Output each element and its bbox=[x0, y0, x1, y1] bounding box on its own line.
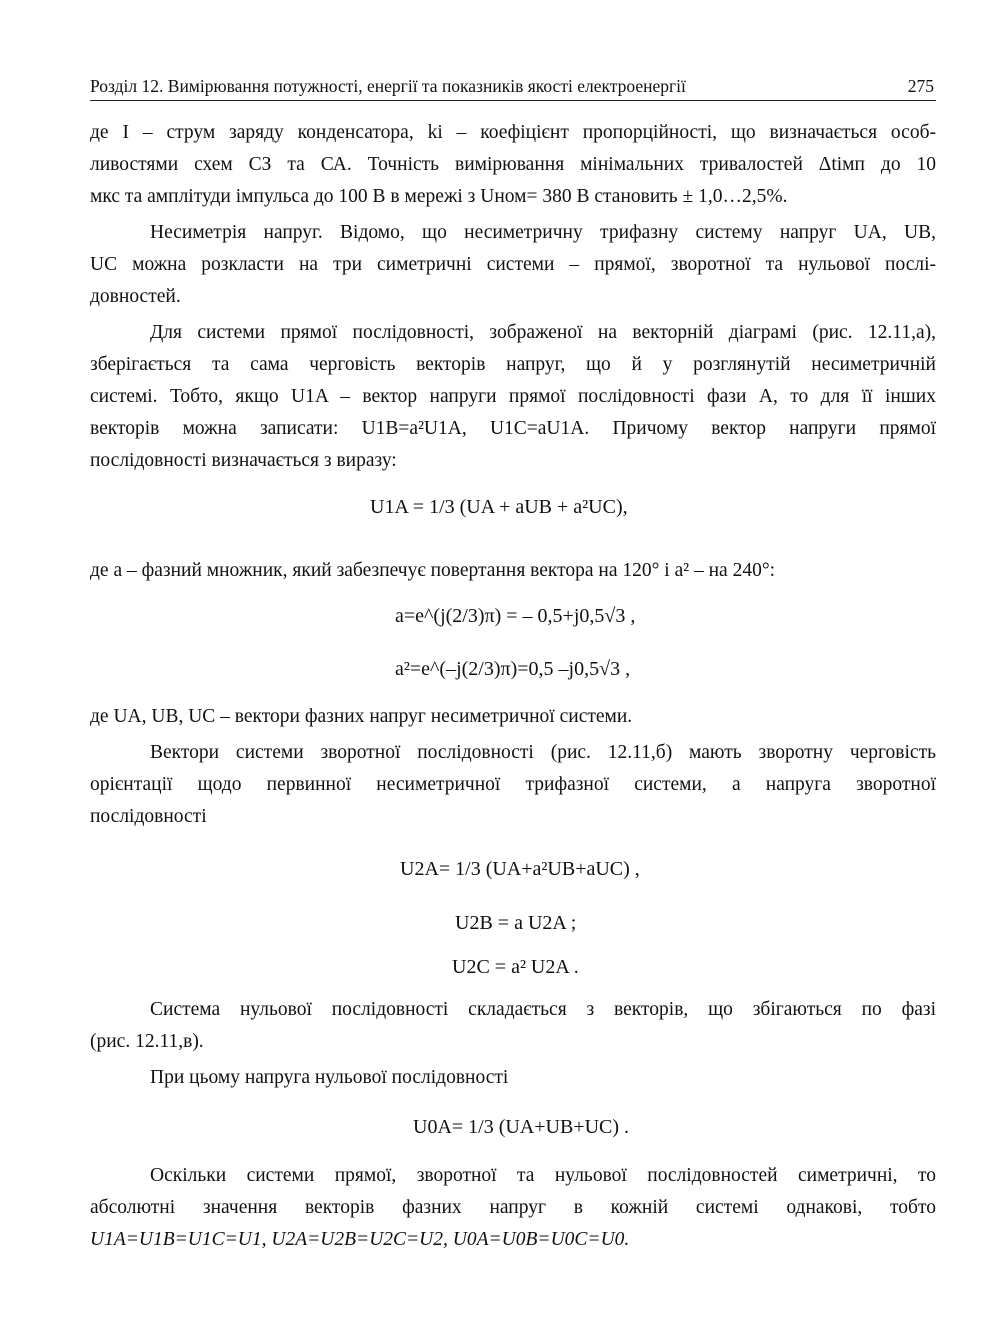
text-line: (рис. 12.11,в). bbox=[90, 1031, 204, 1052]
equation-u2c: U2C = a² U2A . bbox=[452, 956, 579, 978]
text-line: абсолютні значення векторів фазних напруг в кожній системі однакові, тобто bbox=[90, 1197, 936, 1218]
text-line: векторів можна записати: U1B=a²U1A, U1C=aU1A. Причому вектор напруги прямої bbox=[90, 418, 936, 439]
equation-u1a: U1A = 1/3 (UA + aUB + a²UC), bbox=[370, 496, 628, 518]
equation-a-squared: a²=e^(–j(2/3)π)=0,5 –j0,5√3 , bbox=[395, 658, 631, 680]
text-line: системі. Тобто, якщо U1A – вектор напруги прямої послідовності фази А, то для її інших bbox=[90, 386, 936, 407]
text-line: Вектори системи зворотної послідовності (рис. 12.11,б) мають зворотну черговість bbox=[150, 742, 936, 763]
text-line: ливостями схем СЗ та СА. Точність вимірювання мінімальних тривалостей Δtімп до 10 bbox=[90, 154, 936, 175]
equation-u0a: U0A= 1/3 (UA+UB+UC) . bbox=[413, 1116, 630, 1138]
text-line: орієнтації щодо первинної несиметричної трифазної системи, а напруга зворотної bbox=[90, 774, 936, 795]
equation-u2a: U2A= 1/3 (UA+a²UB+aUC) , bbox=[400, 858, 640, 880]
text-line: Для системи прямої послідовності, зображеної на векторній діаграмі (рис. 12.11,а), bbox=[150, 322, 936, 343]
equation-a: a=e^(j(2/3)π) = – 0,5+j0,5√3 , bbox=[395, 605, 636, 627]
text-line: зберігається та сама черговість векторів напруг, що й у розглянутій несиметричній bbox=[90, 354, 936, 375]
equation-u2b: U2B = a U2A ; bbox=[455, 912, 577, 934]
text-line: Оскільки системи прямої, зворотної та нульової послідовностей симетричні, то bbox=[150, 1165, 936, 1186]
page-number: 275 bbox=[907, 76, 934, 96]
running-header bbox=[90, 76, 936, 101]
text-line: де UA, UB, UC – вектори фазних напруг несиметричної системи. bbox=[90, 706, 633, 727]
text-line: мкс та амплітуди імпульса до 100 В в мережі з Uном= 380 В становить ± 1,0…2,5%. bbox=[90, 186, 788, 207]
text-line: довностей. bbox=[90, 286, 181, 307]
text-line: Система нульової послідовності складається з векторів, що збігаються по фазі bbox=[150, 999, 936, 1020]
text-line: Несиметрія напруг. Відомо, що несиметричну трифазну систему напруг UA, UB, bbox=[150, 222, 936, 243]
text-line: UC можна розкласти на три симетричні системи – прямої, зворотної та нульової послі- bbox=[90, 254, 936, 275]
text-line: U1A=U1B=U1C=U1, U2A=U2B=U2C=U2, U0A=U0B=U0C=U0. bbox=[90, 1229, 630, 1250]
text-line: де I – струм заряду конденсатора, kі – коефіцієнт пропорційності, що визначається особ- bbox=[90, 122, 936, 143]
text-line: При цьому напруга нульової послідовності bbox=[150, 1067, 509, 1088]
chapter-title: Розділ 12. Вимірювання потужності, енергії та показників якості електроенергії bbox=[90, 76, 686, 96]
text-line: де a – фазний множник, який забезпечує повертання вектора на 120° і a² – на 240°: bbox=[90, 560, 776, 581]
text-line: послідовності bbox=[90, 806, 207, 827]
text-line: послідовності визначається з виразу: bbox=[90, 450, 397, 471]
